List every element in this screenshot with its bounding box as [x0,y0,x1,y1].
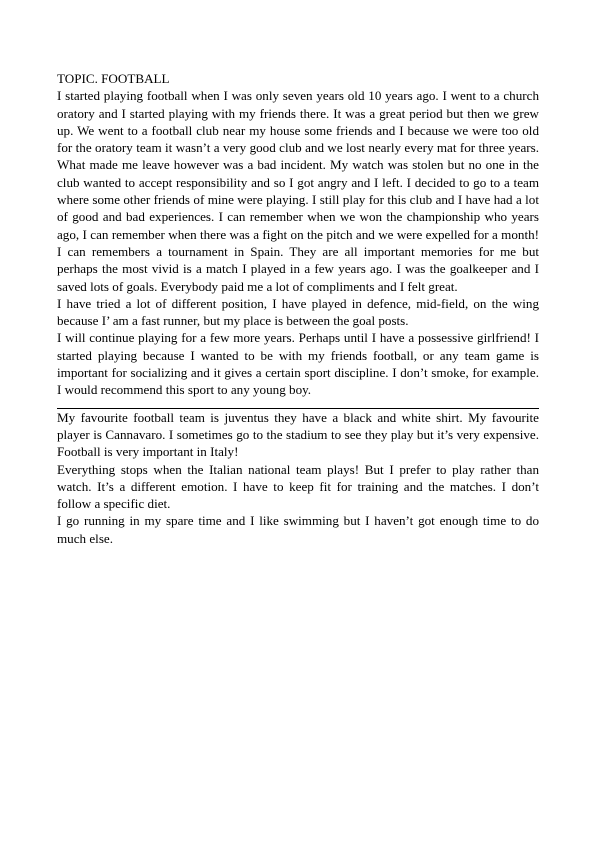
paragraph-spare-time: I go running in my spare time and I like swimming but I haven’t got enough time to do much else. [57,513,539,546]
paragraph-favourite-team: My favourite football team is juventus they have a black and white shirt. My favourite player is Cannavaro. I sometimes go to the stadium to see they play but it’s very expensive. Football is very important in Italy! [57,409,539,460]
document-title: TOPIC. FOOTBALL [57,71,170,86]
paragraph-future: I will continue playing for a few more years. Perhaps until I have a possessive girlfriend! I started playing because I wanted to be with my friends football, or any team game is important for socializing and it gives a certain sport discipline. I don’t smoke, for example. I would recommend this sport to any young boy. [57,330,539,398]
paragraph-national-team: Everything stops when the Italian national team plays! But I prefer to play rather than watch. It’s a different emotion. I have to keep fit for training and the matches. I don’t follow a specific diet. [57,461,539,512]
paragraph-early-career: I started playing football when I was only seven years old 10 years ago. I went to a church oratory and I started playing with my friends there. It was a great period but then we grew up. We went to a football club near my house some friends and I because we were too old for the oratory team it wasn’t a very good club and we lost nearly every mat for three years. What made me leave however was a bad incident. My watch was stolen but no one in the club wanted to accept responsibility and so I got angry and I left. I decided to go to a team where some other friends of mine were playing. I still play for this club and I have had a lot of good and bad experiences. I can remember when we won the championship who years ago, I can remember when there was a fight on the pitch and we were expelled for a month! I can remembers a tournament in Spain. They are all important memories for me but perhaps the most vivid is a match I played in a few years ago. I was the goalkeeper and I saved lots of goals. Everybody paid me a lot of compliments and I felt great. [57,88,539,294]
paragraph-positions: I have tried a lot of different position, I have played in defence, mid-field, on the wing because I’ am a fast runner, but my place is between the goal posts. [57,295,539,329]
document-page [57,70,539,547]
